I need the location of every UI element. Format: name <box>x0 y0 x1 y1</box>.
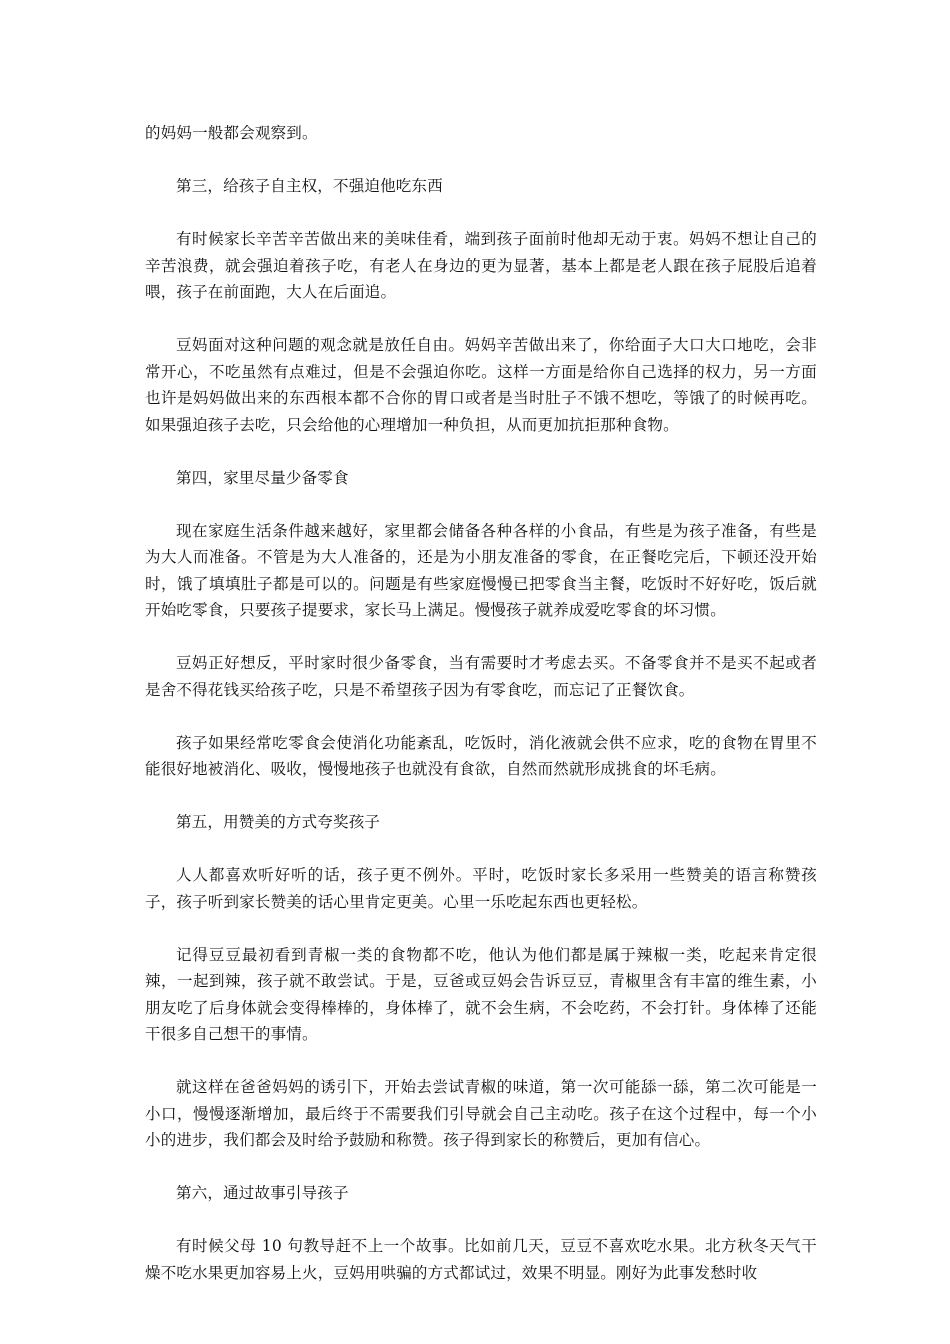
paragraph: 有时候家长辛苦辛苦做出来的美味佳肴，端到孩子面前时他却无动于衷。妈妈不想让自己的辛苦浪费，就会强迫着孩子吃，有老人在身边的更为显著，基本上都是老人跟在孩子屁股后追着喂，孩子在前面跑，大人在后面追。 <box>145 230 817 301</box>
document-page <box>145 120 817 1313</box>
section-heading-5: 第五，用赞美的方式夸奖孩子 <box>176 813 381 831</box>
section-heading-3: 第三，给孩子自主权，不强迫他吃东西 <box>176 177 443 195</box>
paragraph: 人人都喜欢听好听的话，孩子更不例外。平时，吃饭时家长多采用一些赞美的语言称赞孩子，孩子听到家长赞美的话心里肯定更美。心里一乐吃起东西也更轻松。 <box>145 866 817 911</box>
paragraph-continuation: 的妈妈一般都会观察到。 <box>145 124 318 142</box>
paragraph: 豆妈面对这种问题的观念就是放任自由。妈妈辛苦做出来了，你给面子大口大口地吃，会非常开心，不吃虽然有点难过，但是不会强迫你吃。这样一方面是给你自己选择的权力，另一方面也许是妈妈做出来的东西根本都不合你的胃口或者是当时肚子不饿不想吃，等饿了的时候再吃。如果强迫孩子去吃，只会给他的心理增加一种负担，从而更加抗拒那种食物。 <box>145 336 817 434</box>
section-heading-4: 第四，家里尽量少备零食 <box>176 468 349 487</box>
paragraph: 豆妈正好想反，平时家时很少备零食，当有需要时才考虑去买。不备零食并不是买不起或者是舍不得花钱买给孩子吃，只是不希望孩子因为有零食吃，而忘记了正餐饮食。 <box>145 654 817 699</box>
paragraph: 孩子如果经常吃零食会使消化功能紊乱，吃饭时，消化液就会供不应求，吃的食物在胃里不能很好地被消化、吸收，慢慢地孩子也就没有食欲，自然而然就形成挑食的坏毛病。 <box>145 733 817 778</box>
paragraph: 记得豆豆最初看到青椒一类的食物都不吃，他认为他们都是属于辣椒一类，吃起来肯定很辣，一起到辣，孩子就不敢尝试。于是，豆爸或豆妈会告诉豆豆，青椒里含有丰富的维生素，小朋友吃了后身体就会变得棒棒的，身体棒了，就不会生病，不会吃药，不会打针。身体棒了还能干很多自己想干的事情。 <box>145 945 817 1043</box>
paragraph: 就这样在爸爸妈妈的诱引下，开始去尝试青椒的味道，第一次可能舔一舔，第二次可能是一小口，慢慢逐渐增加，最后终于不需要我们引导就会自己主动吃。孩子在这个过程中，每一个小小的进步，我们都会及时给予鼓励和称赞。孩子得到家长的称赞后，更加有信心。 <box>145 1078 817 1149</box>
section-heading-6: 第六，通过故事引导孩子 <box>176 1184 349 1202</box>
paragraph: 现在家庭生活条件越来越好，家里都会储备各种各样的小食品，有些是为孩子准备，有些是为大人而准备。不管是为大人准备的，还是为小朋友准备的零食，在正餐吃完后，下顿还没开始时，饿了填填肚子都是可以的。问题是有些家庭慢慢已把零食当主餐，吃饭时不好好吃，饭后就开始吃零食，只要孩子提要求，家长马上满足。慢慢孩子就养成爱吃零食的坏习惯。 <box>145 521 817 619</box>
paragraph: 有时候父母 10 句教导赶不上一个故事。比如前几天，豆豆不喜欢吃水果。北方秋冬天气干燥不吃水果更加容易上火，豆妈用哄骗的方式都试过，效果不明显。刚好为此事发愁时收 <box>145 1237 817 1282</box>
